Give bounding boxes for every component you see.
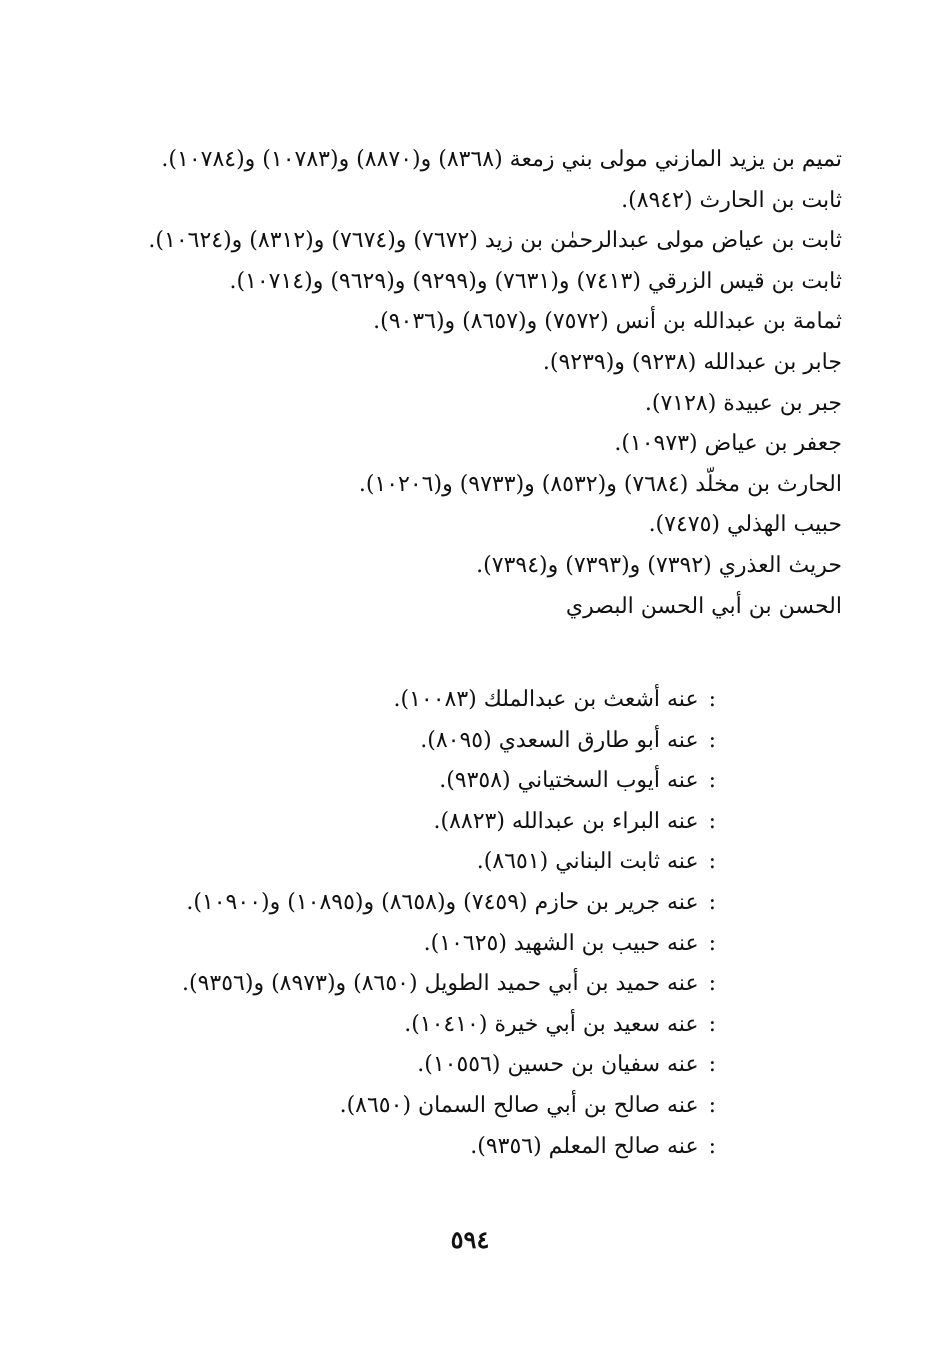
sub-entry-colon: : [708,727,716,753]
sub-entry-colon: : [708,1133,716,1159]
index-entry: جبر بن عبيدة (٧١٢٨). [644,390,842,416]
sub-entry [136,802,716,843]
sub-entry-text: عنه البراء بن عبدالله (٨٨٢٣). [433,808,699,834]
index-entry: جعفر بن عياض (١٠٩٧٣). [614,431,842,457]
narrator-index-list [142,140,842,627]
sub-entry [136,1045,716,1086]
index-entry: حبيب الهذلي (٧٤٧٥). [648,512,842,538]
index-entry: جابر بن عبدالله (٩٢٣٨) و(٩٢٣٩). [542,349,842,375]
sub-entry-colon: : [708,1052,716,1078]
sub-entry [136,924,716,965]
sub-entry-text: عنه صالح المعلم (٩٣٥٦). [470,1133,699,1159]
sub-entry-colon: : [708,971,716,997]
sub-entry [136,883,716,924]
index-entry: الحارث بن مخلّد (٧٦٨٤) و(٨٥٣٢) و(٩٧٣٣) و(١٠٢٠٦). [358,471,842,497]
sub-entry-text: عنه أبو طارق السعدي (٨٠٩٥). [420,727,699,753]
sub-entry [136,761,716,802]
sub-entry-text: عنه سعيد بن أبي خيرة (١٠٤١٠). [404,1011,699,1037]
sub-entry [136,842,716,883]
sub-entry-colon: : [708,808,716,834]
index-entry: ثابت بن عياض مولى عبدالرحمٰن بن زيد (٧٦٧٢) و(٧٦٧٤) و(٨٣١٢) و(١٠٦٢٤). [148,228,842,254]
index-entry-heading: الحسن بن أبي الحسن البصري [565,593,842,619]
index-entry: ثابت بن قيس الزرقي (٧٤١٣) و(٧٦٣١) و(٩٢٩٩) و(٩٦٢٩) و(١٠٧١٤). [229,268,842,294]
sub-entry [136,1005,716,1046]
sub-entry-text: عنه أشعث بن عبدالملك (١٠٠٨٣). [393,687,699,712]
sub-entry-colon: : [708,930,716,956]
page-number: ٥٩٤ [450,1225,490,1254]
sub-entry-text: عنه حبيب بن الشهيد (١٠٦٢٥). [423,930,699,956]
sub-entry [136,1127,716,1168]
sub-entry-text: عنه أيوب السختياني (٩٣٥٨). [439,768,699,794]
sub-entry-colon: : [708,1011,716,1037]
sub-entry-text: عنه سفيان بن حسين (١٠٥٥٦). [417,1052,699,1078]
sub-entry-colon: : [708,768,716,794]
sub-entry-text: عنه جرير بن حازم (٧٤٥٩) و(٨٦٥٨) و(١٠٨٩٥) و(١٠٩٠٠). [186,889,699,915]
index-entry: ثمامة بن عبدالله بن أنس (٧٥٧٢) و(٨٦٥٧) و(٩٠٣٦). [373,309,842,335]
sub-entry-colon: : [708,1092,716,1118]
index-entry: ثابت بن الحارث (٨٩٤٢). [621,187,842,213]
sub-entry [136,721,716,762]
sub-entry-list [136,680,716,1167]
sub-entry-text: عنه صالح بن أبي صالح السمان (٨٦٥٠). [339,1092,699,1118]
index-entry: حريث العذري (٧٣٩٢) و(٧٣٩٣) و(٧٣٩٤). [476,552,842,578]
sub-entry [136,680,716,721]
sub-entry-text: عنه ثابت البناني (٨٦٥١). [476,849,699,875]
sub-entry-text: عنه حميد بن أبي حميد الطويل (٨٦٥٠) و(٨٩٧٣) و(٩٣٥٦). [182,971,699,997]
index-entry: تميم بن يزيد المازني مولى بني زمعة (٨٣٦٨) و(٨٨٧٠) و(١٠٧٨٣) و(١٠٧٨٤). [161,147,842,172]
sub-entry-colon: : [708,687,716,712]
sub-entry [136,964,716,1005]
sub-entry-colon: : [708,889,716,915]
sub-entry [136,1086,716,1127]
sub-entry-colon: : [708,849,716,875]
